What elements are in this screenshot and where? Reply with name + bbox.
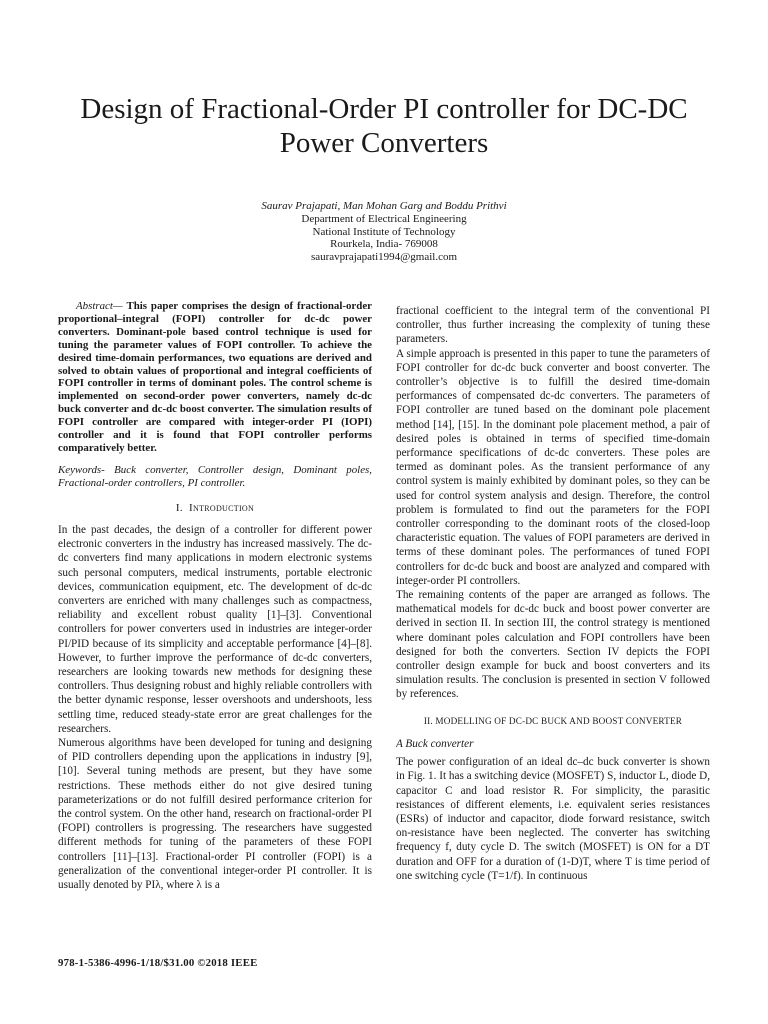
paper-title: Design of Fractional-Order PI controller for DC-DC Power Converters (80, 93, 688, 159)
intro-paragraph-4: A simple approach is presented in this paper to tune the parameters of FOPI controller for dc-dc buck converter and boost converter. The controller’s objective is to fulfill the desired time-domain performances of compensated dc-dc converters. The parameters of FOPI controller are tuned based on the dominant pole placement method [14], [15]. In the dominant pole placement method, a pair of desired poles is obtained in terms of specified time-domain performance specifications of dc-dc converters. These poles are termed as dominant poles. As the transient performance of any control system is mainly exhibited by dominant poles, so they can be used for control system analysis and design. Therefore, the control problem is formulated to find out the parameters for the FOPI controller corresponding to the dominant roots of the closed-loop characteristic equation. The values of FOPI parameters are derived in terms of these dominant poles. The performances of tuned FOPI controllers for dc-dc buck and boost are analyzed and compared with integer-order PI controllers. (396, 347, 710, 587)
author-email[interactable]: sauravprajapati1994@gmail.com (310, 251, 458, 264)
section-title: Introduction (189, 501, 255, 514)
subsection-heading-buck: A Buck converter (396, 737, 474, 750)
right-column (396, 304, 710, 954)
intro-paragraph-5: The remaining contents of the paper are arranged as follows. The mathematical models for dc-dc buck and boost power converter are derived in section II. In section III, the control strategy is mentioned where dominant poles calculation and FOPI controllers have been designed for both the converters. Section IV depicts the FOPI controller design example for buck and boost converters and its simulation results. The conclusion is presented in section V followed by references. (396, 589, 710, 701)
author-block (184, 200, 584, 264)
keywords: Keywords- Buck converter, Controller design, Dominant poles, Fractional-order controllers, PI controller. (58, 463, 372, 489)
copyright-footer: 978-1-5386-4996-1/18/$31.00 ©2018 IEEE (58, 957, 258, 969)
left-column (58, 300, 372, 950)
author-names: Saurav Prajapati, Man Mohan Garg and Boddu Prithvi (261, 200, 507, 212)
author-department: Department of Electrical Engineering (301, 212, 467, 225)
author-location: Rourkela, India- 769008 (330, 238, 438, 251)
section-heading-modelling: II. MODELLING OF DC-DC BUCK AND BOOST CONVERTER (423, 715, 683, 726)
author-institute: National Institute of Technology (312, 225, 456, 238)
buck-paragraph-1: The power configuration of an ideal dc–dc buck converter is shown in Fig. 1. It has a switching device (MOSFET) S, inductor L, diode D, capacitor C and load resistor R. For simplicity, the parasitic resistances of different elements, i.e. equivalent series resistances (ESRs) of inductor and capacitor, diode forward resistance, switch on-resistance have been neglected. The converter has switching frequency f, duty cycle D. The switch (MOSFET) is ON for a DT duration and OFF for a duration of (1-D)T, where T is time period of one switching cycle (T=1/f). In continuous (396, 756, 710, 882)
abstract (58, 300, 372, 455)
intro-paragraph-1: In the past decades, the design of a controller for different power electronic converters in the industry has increased massively. The dc-dc converters find many applications in modern electronic systems such personal computers, medical instruments, portable electronic devices, communication equipment, etc. The development of dc-dc converters are enriched with many challenges such as compactness, reliability and excellent robust quality [1]–[3]. Conventional controllers for power converters used in industries are integer-order PI/PID because of its simplicity and acceptable performance [4]–[8]. However, to further improve the performance of dc-dc converters, researchers are looking towards new methods for designing these controllers. Thus designing robust and highly reliable controllers with the better dynamic response, lesser overshoots and undershoots, less settling time, reduced steady-state error are great challenges for the researchers. (58, 523, 372, 735)
abstract-text: This paper comprises the design of fractional-order proportional–integral (FOPI) controller for dc-dc power converters. Dominant-pole based control technique is used for tuning the parameter values of FOPI controller. To achieve the desired time-domain performances, two equations are derived and solved to obtain values of proportional and integral coefficients of FOPI controller in terms of dominant poles. The control scheme is implemented on second-order power converters, namely dc-dc buck converter and dc-dc boost converter. The simulation results of FOPI controller are compared with integer-order PI (IOPI) controller and it is found that FOPI controller performs comparatively better. (58, 300, 372, 454)
section-numeral: I. (175, 501, 183, 514)
abstract-label: Abstract— (76, 300, 123, 312)
intro-paragraph-3: fractional coefficient to the integral term of the conventional PI controller, thus further increasing the complexity of tuning these parameters. (396, 305, 710, 346)
section-heading-introduction (58, 501, 372, 515)
intro-paragraph-2: Numerous algorithms have been developed for tuning and designing of PID controllers depending upon the applications in industry [9], [10]. Several tuning methods are present, but they have some restrictions. These methods either do not give desired tuning parameterizations or do not fulfill desired performance criterion for the control system. On the other hand, research on fractional-order PI (FOPI) controllers is progressing. The researchers have suggested different methods for tuning of the parameters of these FOPI controllers [11]–[13]. Fractional-order PI controller (FOPI) is a generalization of the conventional integer-order PI controller. It is usually denoted by PIλ, where λ is a (58, 736, 372, 891)
